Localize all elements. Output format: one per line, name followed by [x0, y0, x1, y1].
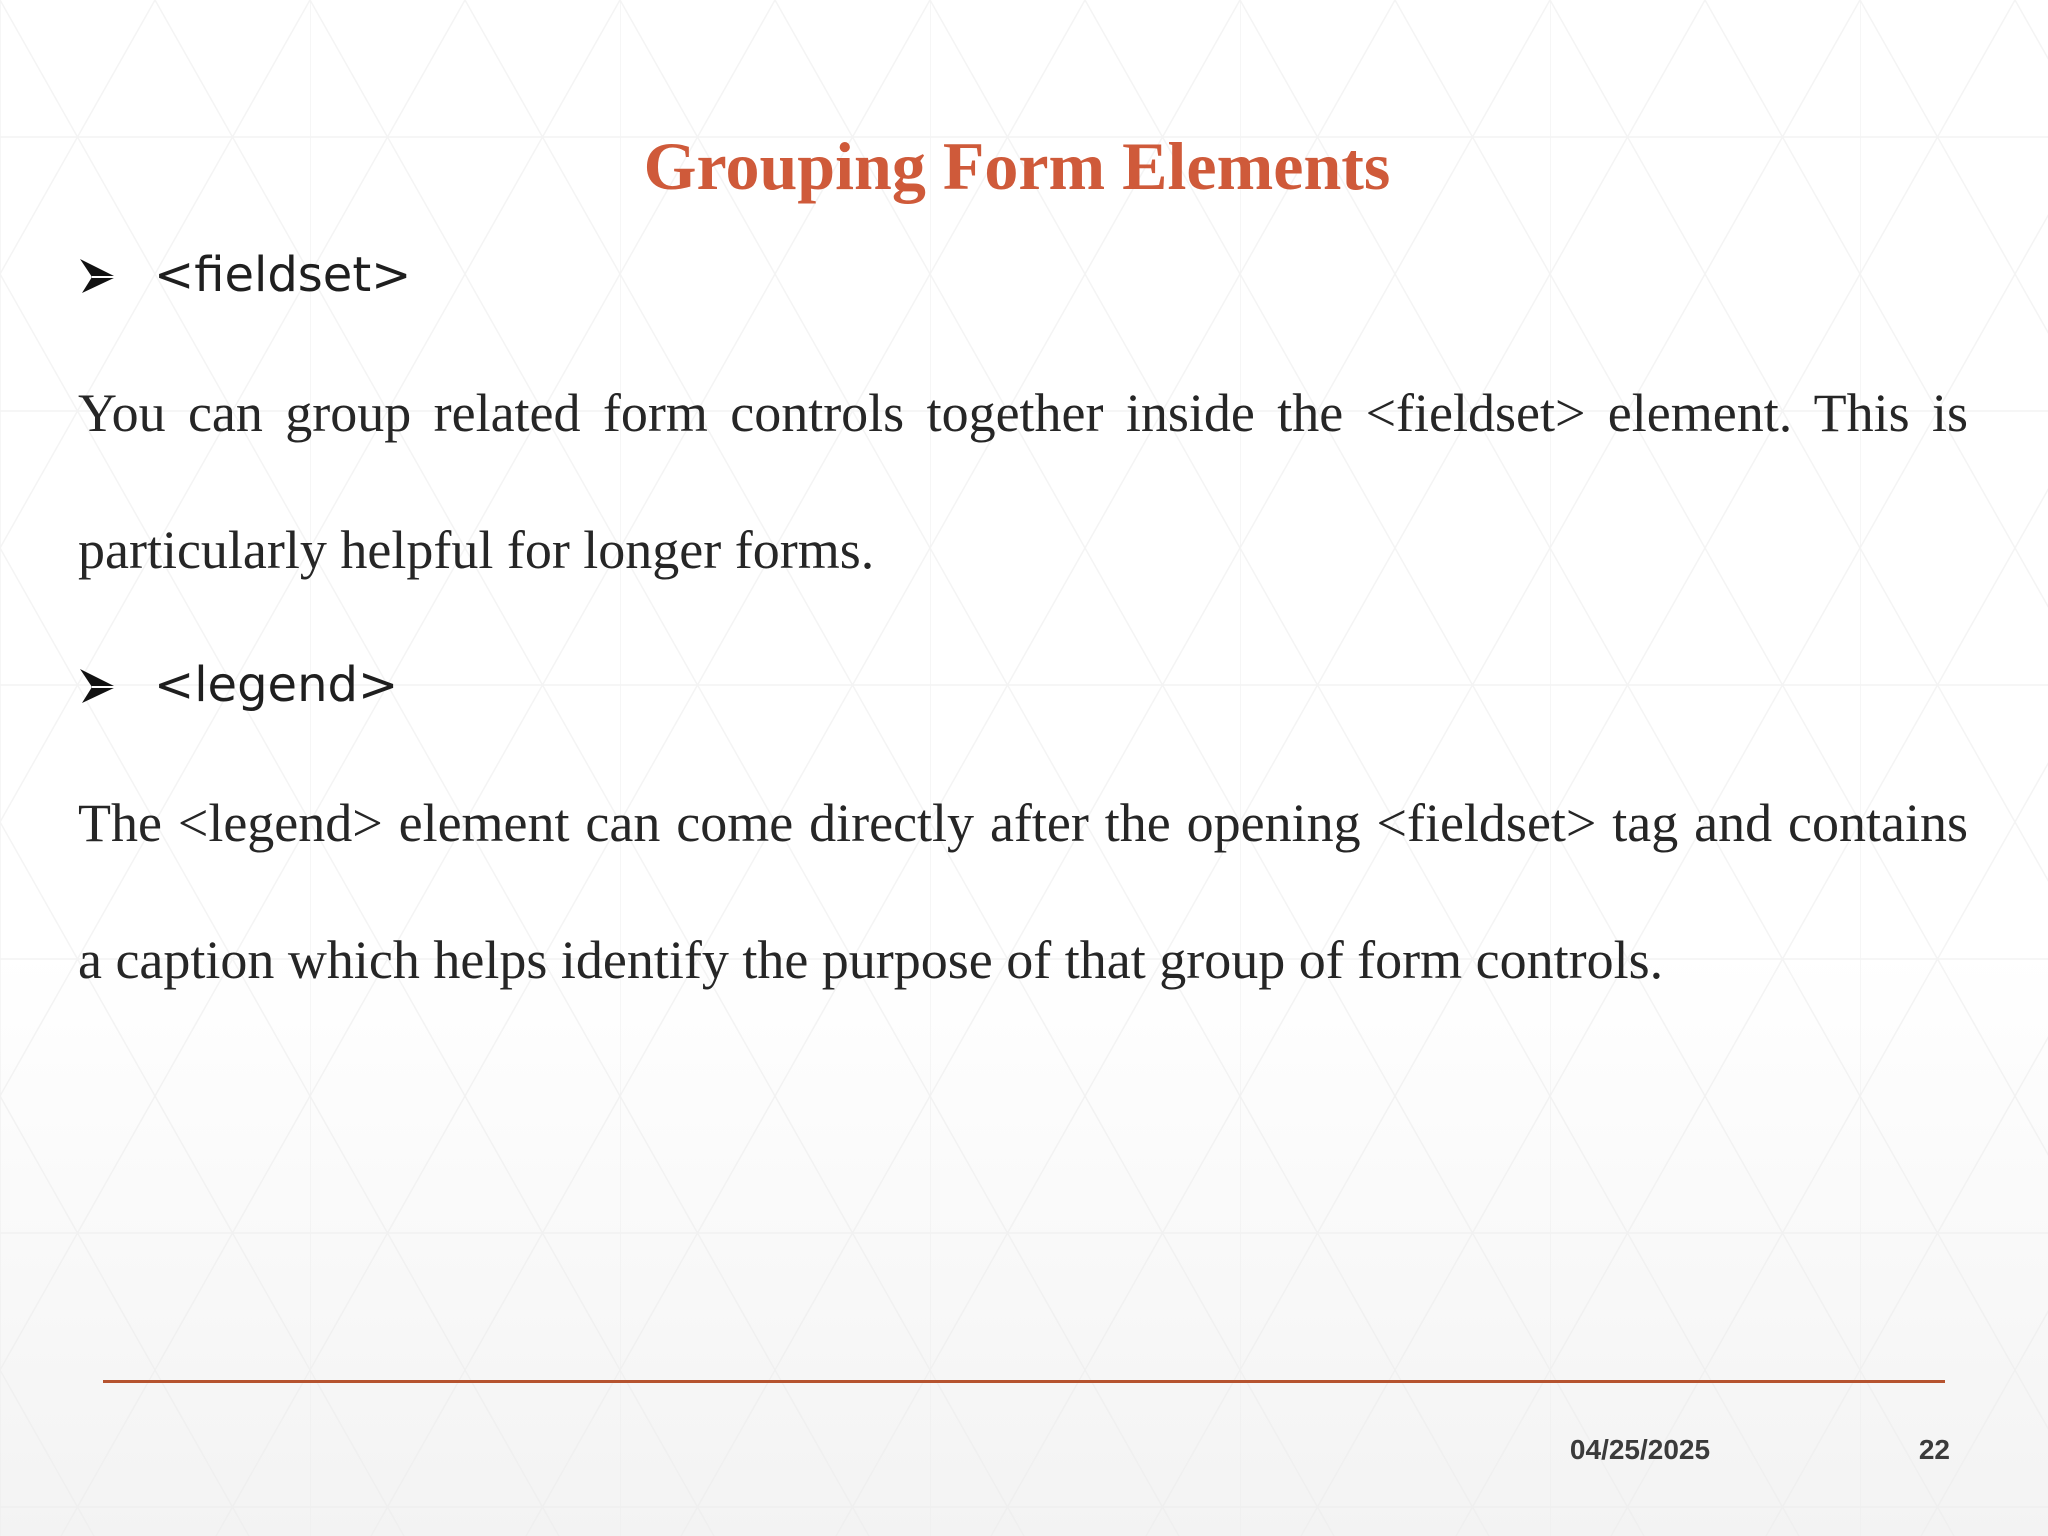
slide-title: Grouping Form Elements — [643, 128, 1391, 204]
legend-description: The <legend> element can come directly after the opening <fieldset> tag and contains a caption which helps identify the purpose of that group of form controls. — [78, 793, 1968, 990]
arrowhead-bullet-icon — [78, 253, 120, 297]
footer-date: 04/25/2025 — [1569, 1434, 1711, 1465]
bullet-label: <legend> — [154, 657, 399, 713]
bullet-item-legend — [78, 650, 398, 720]
page-number: 22 — [1918, 1434, 1950, 1465]
arrowhead-bullet-icon — [78, 663, 120, 707]
fieldset-description: You can group related form controls together inside the <fieldset> element. This is particularly helpful for longer forms. — [78, 383, 1968, 580]
footer-divider — [103, 1380, 1945, 1383]
bullet-item-fieldset — [78, 240, 411, 310]
bullet-label: <fieldset> — [154, 247, 412, 303]
